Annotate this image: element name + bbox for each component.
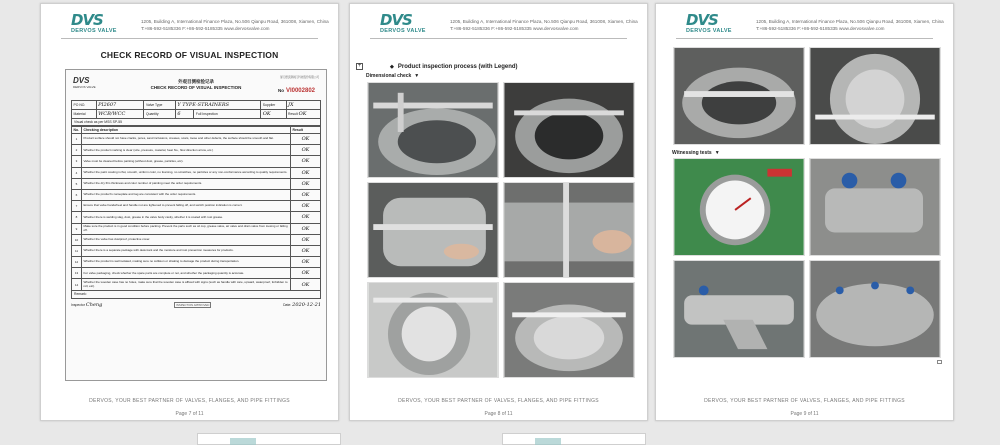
photo-caliper-measure-1: [673, 47, 805, 145]
photo-flange-face: [367, 282, 499, 378]
inspection-standard: Visual check as per MSS SP-55: [71, 119, 321, 126]
check-description: Make sure the product is in good condition before packing. Prevent the parts such as oil cup, grease valve, air valve and drain valve from loosing or falling off.: [83, 224, 288, 232]
check-number: 12: [72, 257, 82, 268]
check-result: OK: [291, 279, 321, 290]
check-result: OK: [291, 178, 321, 189]
photo-y-strainer: [673, 260, 805, 358]
check-description: Ensure that valve handwheel and handle nut are tightened to prevent falling off, and switch position indication is correct.: [83, 203, 243, 208]
check-description: Whether the dry film thickness and color number of painting meet the order requirements.: [83, 181, 203, 186]
check-description: Whether the wooden case has no holes, make sure that the wooden case is affixed with signs (such as handle with care, upward, waterproof, forbidden to roll, etc).: [83, 280, 288, 288]
check-description: For valve packaging, check whether the spare parts are complete or not, and whether the packaging quantity is accurate.: [83, 270, 245, 275]
check-row: [72, 257, 321, 268]
page-footer: DERVOS, YOUR BEST PARTNER OF VALVES, FLANGES, AND PIPE FITTINGS: [398, 398, 599, 404]
check-description: Whether the product is well isolated, making sure no collision or shaking to damage the product during transportation.: [83, 259, 240, 264]
check-result: OK: [291, 223, 321, 234]
page-9: [655, 3, 954, 421]
check-row: [72, 189, 321, 200]
photo-caliper-body: [367, 182, 499, 278]
check-row: [72, 145, 321, 156]
triangle-down-icon: ▼: [714, 150, 720, 156]
check-description: Whether the product marking is clear (size, pressure, material, heat No., flow direction arrow, etc.): [83, 147, 214, 152]
dervos-logo: DVS DERVOS VALVE: [71, 11, 117, 34]
next-page-preview-right[interactable]: [502, 433, 646, 445]
check-result: OK: [291, 145, 321, 156]
check-number: 5: [72, 178, 82, 189]
page-header: [656, 4, 953, 40]
check-number: 9: [72, 223, 82, 234]
section-title: ◆ Product inspection process (with Legend): [390, 64, 518, 70]
check-row: [72, 212, 321, 223]
dervos-logo-faded: [230, 438, 256, 445]
inspection-form-scan: DVS DERVOS VALVE 厦门德沃斯阀门科技股份有限公司 外观目测检验记录 CHECK RECORD OF VISUAL INSPECTION No VI0002802 PO NO. PI2607 Valve Type Y TYPE-STRAINERS Supplier JX Material WCB/WCC Quantity 6 Full Inspection OK Result OK Visual check as per MSS SP-55 No. Checking description Result 1 Product surface should not have cracks, pores, sand inclusions, creases, scars, loose and other defects, the surface should be smooth and flat. OK 2 Whether the product marking is clear (size, pressure, material, heat No., flow direction arrow, etc.) OK 3 Valve must be cleaned before painting (without dust, grease, particles, etc). OK 4 Whether the paint coating is flat, smooth, uniform color, no foaming, no scratches, no particles or any non-conformance according to quality requirements. OK 5 Whether the dry film thickness and color number of painting meet the order requirements. OK 6 Whether the product's nameplate and tag are consistent with the order requirements. OK 7 Ensure that valve handwheel and handle nut are tightened to prevent falling off, and switch position indication is correct. OK 8 Whether there is welding slag, dust, grease in the valve body cavity, whether it is coated with rust grease. OK 9 Make sure the product is in good condition before packing. Prevent the parts such as oil cup, grease valve, air valve and drain valve from loosing or falling off. OK 10 Whether the valve has dustproof, protective cover. OK 11 Whether there is a separate package with desiccant and the moisture and rust prevention measures for products. OK 12 Whether the product is well isolated, making sure no collision or shaking to damage the product during transportation. OK 13 For valve packaging, check whether the spare parts are complete or not, and whether the packaging quantity is accurate. OK 14 Whether the wooden case has no holes, make sure that the wooden case is affixed with signs (such as handle with care, upward, waterproof, forbidden to roll, etc). OK Remark: Inspector Cheng INSPECTION APPROVED Date: 2020-12-21: [65, 69, 327, 381]
signature-row: Inspector Cheng INSPECTION APPROVED Date: 2020-12-21: [71, 301, 321, 308]
check-result: OK: [291, 234, 321, 245]
check-row: [72, 223, 321, 234]
page-8: [349, 3, 648, 421]
resize-handle-icon[interactable]: [937, 360, 942, 364]
check-number: 13: [72, 268, 82, 279]
check-number: 1: [72, 134, 82, 145]
check-description: Whether there is welding slag, dust, grease in the valve body cavity, whether it is coated with rust grease.: [83, 214, 224, 219]
check-description: Whether the valve has dustproof, protective cover.: [83, 237, 151, 242]
check-number: 3: [72, 156, 82, 167]
form-number: No VI0002802: [277, 88, 315, 94]
page-number: Page 8 of 11: [484, 411, 513, 417]
check-description: Whether the paint coating is flat, smooth, uniform color, no foaming, no scratches, no particles or any non-conformance according to quality requirements.: [83, 169, 288, 174]
company-address: 1205, Building A, International Finance Plaza, No.506 Qianpu Road, 361008, Xiamen, China T:+86-592-5185336 F:+86-592-5185335 www.dervosvalve.com: [450, 19, 638, 31]
approval-stamp: INSPECTION APPROVED: [176, 302, 210, 307]
check-result: OK: [291, 245, 321, 256]
check-row: [72, 234, 321, 245]
page-header: [350, 4, 647, 40]
check-result: OK: [291, 268, 321, 279]
form-logo: DVS: [73, 76, 90, 85]
dervos-logo-faded: [535, 438, 561, 445]
check-description: Whether the product's nameplate and tag are consistent with the order requirements.: [83, 192, 197, 197]
check-row: [72, 156, 321, 167]
bullet-icon: ◆: [390, 64, 394, 70]
check-row: [72, 268, 321, 279]
check-number: 6: [72, 189, 82, 200]
expand-icon[interactable]: +: [357, 63, 362, 69]
check-number: 2: [72, 145, 82, 156]
triangle-down-icon: ▼: [414, 73, 420, 79]
page-header: [41, 4, 338, 40]
form-meta-table: PO NO. PI2607 Valve Type Y TYPE-STRAINERS Supplier JX Material WCB/WCC Quantity 6 Full Inspection OK Result OK: [71, 100, 321, 119]
check-row: [72, 134, 321, 145]
check-row: [72, 201, 321, 212]
page-number: Page 7 of 11: [175, 411, 204, 417]
company-address: 1205, Building A, International Finance Plaza, No.506 Qianpu Road, 361008, Xiamen, China T:+86-592-5185336 F:+86-592-5185335 www.dervosvalve.com: [756, 19, 944, 31]
form-title-en: CHECK RECORD OF VISUAL INSPECTION: [150, 85, 242, 90]
check-row: [72, 178, 321, 189]
form-company-cn: 厦门德沃斯阀门科技股份有限公司: [280, 76, 319, 79]
form-title-cn: 外观目测检验记录: [178, 79, 214, 84]
check-row: [72, 167, 321, 178]
next-page-preview-left[interactable]: [197, 433, 341, 445]
photo-caliper-flange: [367, 82, 499, 178]
check-result: OK: [291, 189, 321, 200]
dervos-logo: DVS DERVOS VALVE: [686, 11, 732, 34]
document-title: CHECK RECORD OF VISUAL INSPECTION: [100, 50, 279, 60]
dervos-logo: DVS DERVOS VALVE: [380, 11, 426, 34]
photo-caliper-bore: [503, 82, 635, 178]
check-number: 10: [72, 234, 82, 245]
check-result: OK: [291, 134, 321, 145]
check-description: Product surface should not have cracks, pores, sand inclusions, creases, scars, loose and other defects, the surface should be smooth and flat.: [83, 136, 274, 141]
check-result: OK: [291, 212, 321, 223]
check-number: 4: [72, 167, 82, 178]
check-number: 14: [72, 279, 82, 290]
subsection-dimensional: Dimensional check ▼: [366, 73, 420, 79]
company-address: 1205, Building A, International Finance Plaza, No.506 Qianpu Road, 361008, Xiamen, China T:+86-592-5185336 F:+86-592-5185335 www.dervosvalve.com: [141, 19, 329, 31]
check-number: 7: [72, 201, 82, 212]
photo-caliper-measure-2: [809, 47, 941, 145]
check-result: OK: [291, 257, 321, 268]
check-description: Valve must be cleaned before painting (without dust, grease, particles, etc).: [83, 158, 184, 163]
page-footer: DERVOS, YOUR BEST PARTNER OF VALVES, FLANGES, AND PIPE FITTINGS: [704, 398, 905, 404]
check-row: [72, 279, 321, 290]
check-number: 11: [72, 245, 82, 256]
check-result: OK: [291, 167, 321, 178]
photo-flange-bolts: [809, 260, 941, 358]
checks-table: No. Checking description Result 1 Product surface should not have cracks, pores, sand inclusions, creases, scars, loose and other defects, the surface should be smooth and flat. OK 2 Whether the product marking is clear (size, pressure, material, heat No., flow direction arrow, etc.) OK 3 Valve must be cleaned before painting (without dust, grease, particles, etc). OK 4 Whether the paint coating is flat, smooth, uniform color, no foaming, no scratches, no particles or any non-conformance according to quality requirements. OK 5 Whether the dry film thickness and color number of painting meet the order requirements. OK 6 Whether the product's nameplate and tag are consistent with the order requirements. OK 7 Ensure that valve handwheel and handle nut are tightened to prevent falling off, and switch position indication is correct. OK 8 Whether there is welding slag, dust, grease in the valve body cavity, whether it is coated with rust grease. OK 9 Make sure the product is in good condition before packing. Prevent the parts such as oil cup, grease valve, air valve and drain valve from loosing or falling off. OK 10 Whether the valve has dustproof, protective cover. OK 11 Whether there is a separate package with desiccant and the moisture and rust prevention measures for products. OK 12 Whether the product is well isolated, making sure no collision or shaking to damage the product during transportation. OK 13 For valve packaging, check whether the spare parts are complete or not, and whether the packaging quantity is accurate. OK 14 Whether the wooden case has no holes, make sure that the wooden case is affixed with signs (such as handle with care, upward, waterproof, forbidden to roll, etc). OK: [71, 126, 321, 291]
check-result: OK: [291, 201, 321, 212]
check-description: Whether there is a separate package with desiccant and the moisture and rust prevention measures for products.: [83, 248, 234, 253]
photo-flange-caliper: [503, 282, 635, 378]
photo-depth-gauge: [503, 182, 635, 278]
photo-strainer-test-rig: [809, 158, 941, 256]
subsection-witnessing: Witnessing tests ▼: [672, 150, 720, 156]
page-footer: DERVOS, YOUR BEST PARTNER OF VALVES, FLANGES, AND PIPE FITTINGS: [89, 398, 290, 404]
remark-field: Remark:: [71, 291, 321, 299]
page-number: Page 9 of 11: [790, 411, 819, 417]
page-7: [40, 3, 339, 421]
check-result: OK: [291, 156, 321, 167]
photo-pressure-gauge: [673, 158, 805, 256]
check-row: [72, 245, 321, 256]
check-number: 8: [72, 212, 82, 223]
